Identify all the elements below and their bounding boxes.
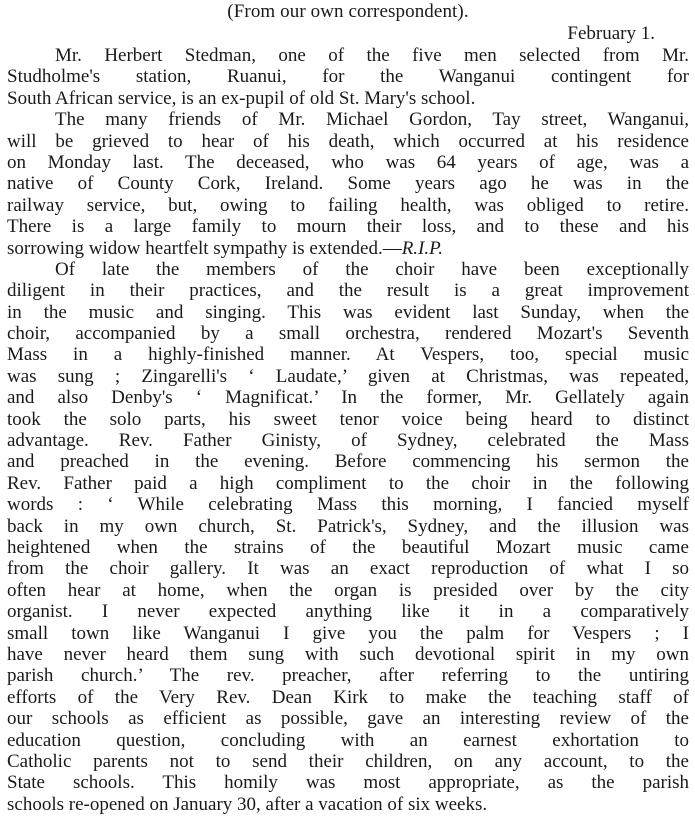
text-line (7, 238, 689, 259)
text-line: and preached in the evening. Before commencing his sermon the (7, 451, 689, 473)
text-line: advantage. Rev. Father Ginisty, of Sydney, celebrated the Mass (7, 430, 689, 452)
text-line: efforts of the Very Rev. Dean Kirk to make the teaching staff of (7, 686, 689, 708)
text-line: took the solo parts, his sweet tenor voice being heard to distinct (7, 408, 689, 430)
text-line: in the music and singing. This was evident last Sunday, when the (7, 301, 689, 323)
text-line: on Monday last. The deceased, who was 64 years of age, was a (7, 151, 689, 173)
text-line: Studholme's station, Ruanui, for the Wanganui contingent for (7, 66, 689, 88)
text-line: from the choir gallery. It was an exact reproduction of what I so (7, 558, 689, 580)
text-line: our schools as efficient as possible, gave an interesting review of the (7, 708, 689, 730)
text-line: diligent in their practices, and the result is a great improvement (7, 280, 689, 302)
text-line: was sung ; Zingarelli's ‘ Laudate,’ given at Christmas, was repeated, (7, 365, 689, 387)
text-line: education question, concluding with an earnest exhortation to (7, 729, 689, 751)
text-line: and also Denby's ‘ Magnificat.’ In the former, Mr. Gellately again (7, 387, 689, 409)
text-line: native of County Cork, Ireland. Some years ago he was in the (7, 173, 689, 195)
text-line: South African service, is an ex-pupil of old St. Mary's school. (7, 87, 476, 109)
text-line: There is a large family to mourn their loss, and to these and his (7, 216, 689, 238)
text-line-segment: sorrowing widow heartfelt sympathy is extended.— (7, 237, 402, 259)
paragraph-stedman (7, 45, 689, 109)
text-line: parish church.’ The rev. preacher, after referring to the untiring (7, 665, 689, 687)
text-line: The many friends of Mr. Michael Gordon, Tay street, Wanganui, (55, 109, 689, 131)
text-line: Mr. Herbert Stedman, one of the five men selected from Mr. (55, 45, 689, 66)
text-line: organist. I never expected anything like it in a comparatively (7, 601, 689, 623)
text-line: Mass in a highly-finished manner. At Vespers, too, special music (7, 344, 689, 366)
text-line: Catholic parents not to send their children, on any account, to the (7, 750, 689, 772)
rip-abbreviation: R.I.P. (401, 237, 444, 259)
text-line: railway service, but, owing to failing health, was obliged to retire. (7, 194, 689, 216)
paragraph-choir (7, 259, 689, 815)
text-line: State schools. This homily was most appropriate, as the parish (7, 772, 689, 794)
newspaper-column (7, 0, 689, 815)
text-line: small town like Wanganui I give you the palm for Vespers ; I (7, 622, 689, 644)
text-line: schools re-opened on January 30, after a vacation of six weeks. (7, 793, 488, 815)
text-line: have never heard them sung with such devotional spirit in my own (7, 643, 689, 665)
text-line: choir, accompanied by a small orchestra, rendered Mozart's Seventh (7, 323, 689, 345)
text-line: Of late the members of the choir have been exceptionally (55, 258, 689, 280)
text-line: back in my own church, St. Patrick's, Sydney, and the illusion was (7, 515, 689, 537)
text-line: Rev. Father paid a high compliment to the choir in the following (7, 472, 689, 494)
text-line: often hear at home, when the organ is presided over by the city (7, 579, 689, 601)
text-line: will be grieved to hear of his death, which occurred at his residence (7, 130, 689, 152)
byline: (From our own correspondent). (227, 1, 469, 22)
dateline-date: February 1. (567, 23, 655, 44)
text-line: heightened when the strains of the beautiful Mozart music came (7, 536, 689, 558)
text-line: words : ‘ While celebrating Mass this morning, I fancied myself (7, 494, 689, 516)
paragraph-gordon-obituary (7, 109, 689, 259)
